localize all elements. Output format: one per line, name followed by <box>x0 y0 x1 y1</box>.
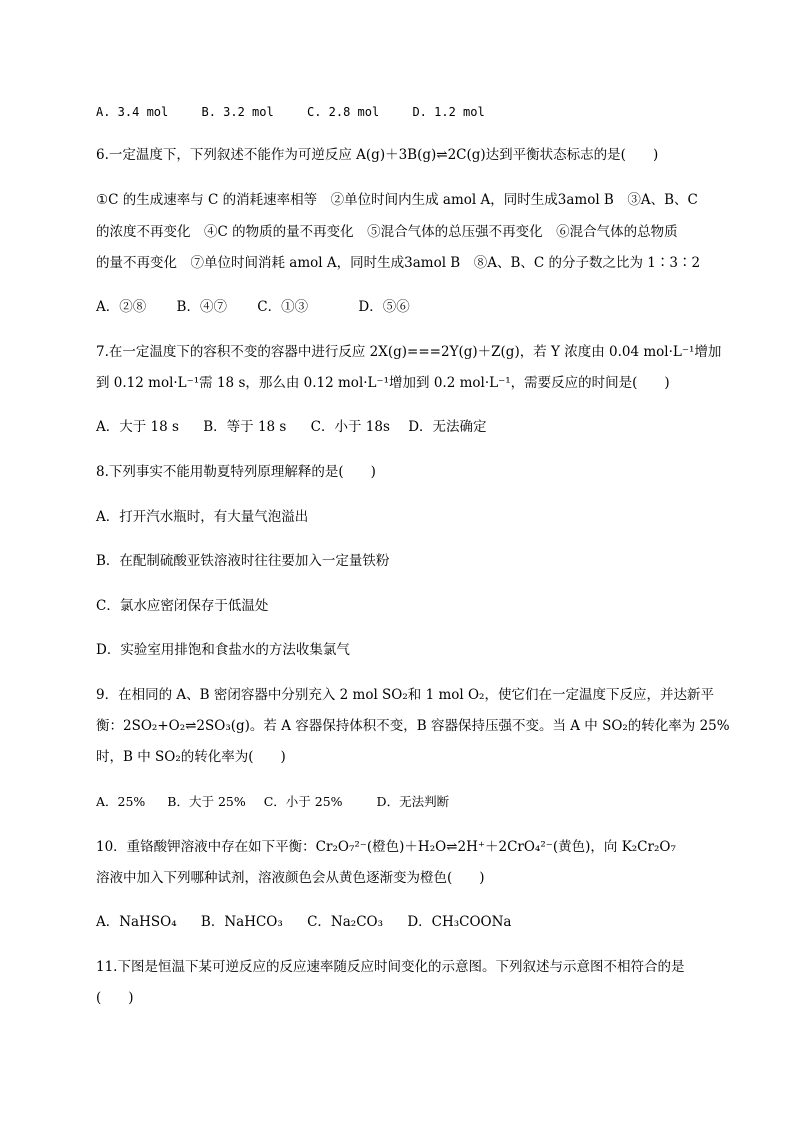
q6-statement-line3: 的量不再变化 ⑦单位时间消耗 amol A，同时生成3amol B ⑧A、B、C 的分子数之比为 1∶3∶2 <box>96 255 701 271</box>
q9-option-a: A．25% <box>96 794 146 809</box>
q9-option-c: C．小于 25% <box>263 794 343 809</box>
q6-option-a: A．②⑧ <box>96 299 147 315</box>
q6-statement-line1: ①C 的生成速率与 C 的消耗速率相等 ②单位时间内生成 amol A，同时生成3amol B ③A、B、C <box>96 192 698 208</box>
q8-option-b: B．在配制硫酸亚铁溶液时往往要加入一定量铁粉 <box>96 553 390 569</box>
q10-stem-line1: 10．重铬酸钾溶液中存在如下平衡：Cr₂O₇²⁻(橙色)＋H₂O⇌2H⁺＋2CrO₄²⁻(黄色)，向 K₂Cr₂O₇ <box>96 839 676 855</box>
q9-options <box>96 793 475 811</box>
q9-stem-line1: 9．在相同的 A、B 密闭容器中分别充入 2 mol SO₂和 1 mol O₂，使它们在一定温度下反应，并达新平 <box>96 687 714 703</box>
q10-option-d: D．CH₃COONa <box>407 914 512 930</box>
q7-stem-line1: 7.在一定温度下的容积不变的容器中进行反应 2X(g)===2Y(g)＋Z(g)，若 Y 浓度由 0.04 mol·L⁻¹增加 <box>96 344 722 360</box>
q5-option-b: B. 3.2 mol <box>201 105 274 119</box>
q6-option-b: B．④⑦ <box>176 299 227 315</box>
q9-stem-line3: 时，B 中 SO₂的转化率为( ) <box>96 749 286 765</box>
q9-option-b: B．大于 25% <box>167 794 246 809</box>
q10-option-b: B．NaHCO₃ <box>200 914 283 930</box>
q8-option-d: D．实验室用排饱和食盐水的方法收集氯气 <box>96 642 350 658</box>
q5-option-c: C. 2.8 mol <box>306 105 380 119</box>
q5-options <box>96 103 511 121</box>
q10-stem-line2: 溶液中加入下列哪种试剂，溶液颜色会从黄色逐渐变为橙色( ) <box>96 870 485 886</box>
q10-option-a: A．NaHSO₄ <box>96 914 177 930</box>
q11-stem-line1: 11.下图是恒温下某可逆反应的反应速率随反应时间变化的示意图。下列叙述与示意图不相符合的是 <box>96 959 685 975</box>
q7-options <box>96 418 513 436</box>
q7-option-a: A．大于 18 s <box>96 419 179 435</box>
q9-stem-line2: 衡：2SO₂+O₂⇌2SO₃(g)。若 A 容器保持体积不变，B 容器保持压强不变。当 A 中 SO₂的转化率为 25% <box>96 718 730 734</box>
q8-stem: 8.下列事实不能用勒夏特列原理解释的是( ) <box>96 464 376 480</box>
q6-option-c: C．①③ <box>257 299 309 315</box>
q10-options <box>96 913 537 931</box>
q9-option-d: D．无法判断 <box>376 794 450 809</box>
q6-options <box>96 298 436 316</box>
q6-statement-line2: 的浓度不再变化 ④C 的物质的量不再变化 ⑤混合气体的总压强不再变化 ⑥混合气体的总物质 <box>96 224 678 240</box>
q5-option-d: D. 1.2 mol <box>412 105 485 119</box>
q7-stem-line2: 到 0.12 mol·L⁻¹需 18 s，那么由 0.12 mol·L⁻¹增加到 0.2 mol·L⁻¹，需要反应的时间是( ) <box>96 375 670 391</box>
q5-option-a: A. 3.4 mol <box>96 105 169 119</box>
q8-option-c: C．氯水应密闭保存于低温处 <box>96 598 269 614</box>
q7-option-c: C．小于 18s <box>310 419 390 435</box>
q7-option-b: B．等于 18 s <box>203 419 287 435</box>
q6-option-d: D．⑤⑥ <box>358 299 410 315</box>
q10-option-c: C．Na₂CO₃ <box>307 914 384 930</box>
q7-option-d: D．无法确定 <box>408 419 487 435</box>
q8-option-a: A．打开汽水瓶时，有大量气泡溢出 <box>96 509 309 525</box>
q11-stem-line2: ( ) <box>96 990 134 1006</box>
q6-stem: 6.一定温度下，下列叙述不能作为可逆反应 A(g)＋3B(g)⇌2C(g)达到平衡状态标志的是( ) <box>96 147 659 163</box>
